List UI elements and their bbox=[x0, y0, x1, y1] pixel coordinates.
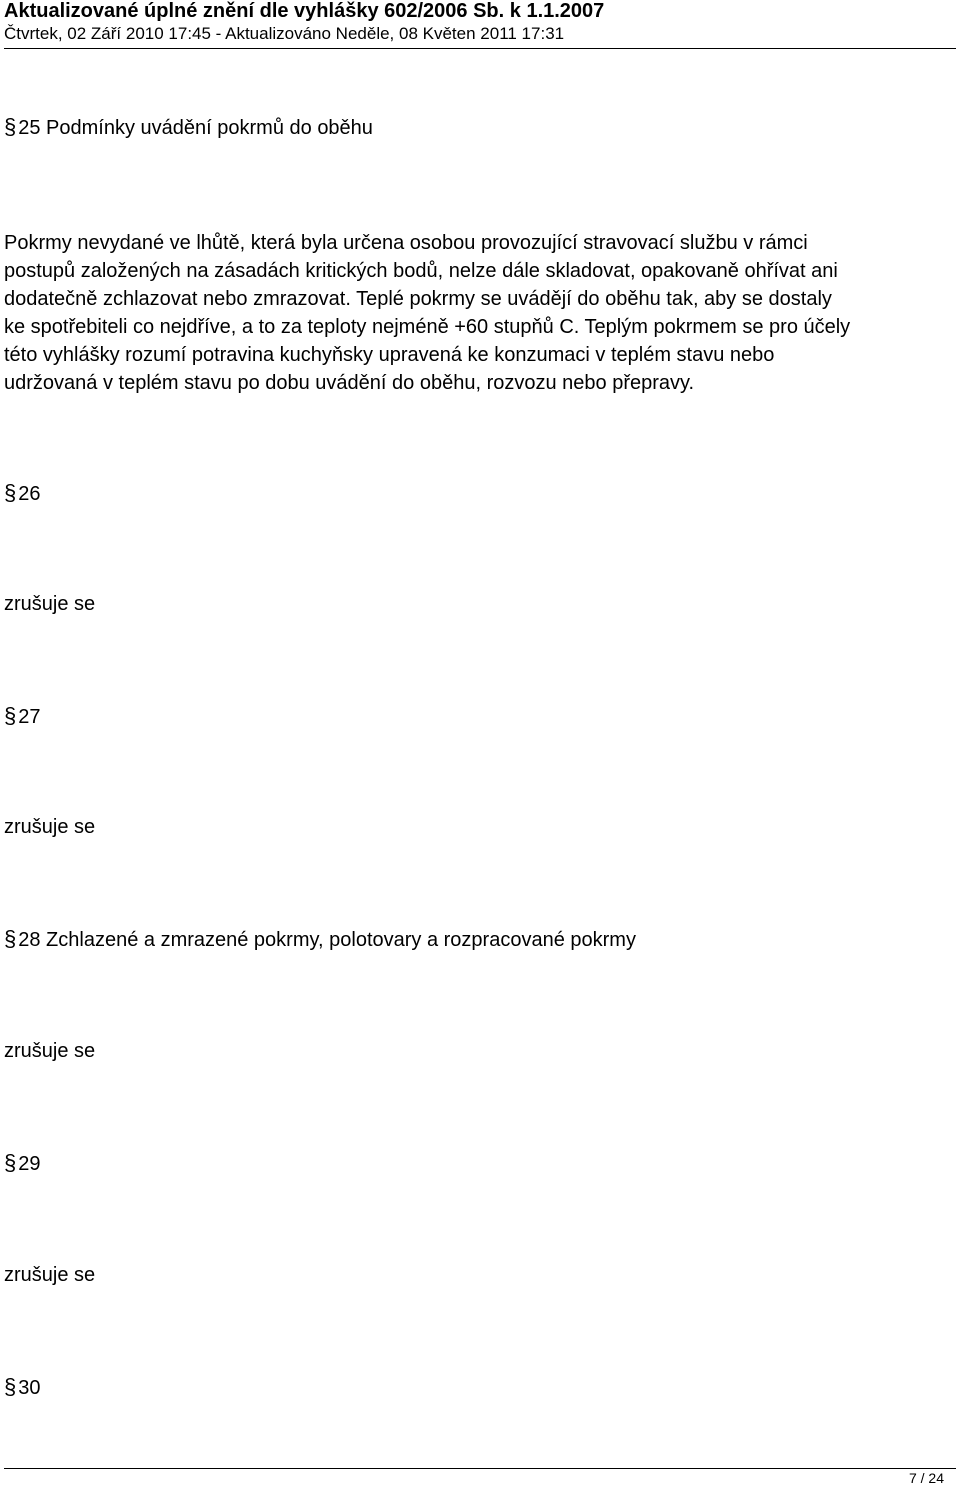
section-30-heading bbox=[4, 1375, 41, 1400]
section-30-number: 30 bbox=[18, 1377, 41, 1399]
section-25-title: 25 Podmínky uvádění pokrmů do oběhu bbox=[18, 117, 373, 139]
section-26-heading bbox=[4, 481, 41, 506]
paragraph-line: této vyhlášky rozumí potravina kuchyňsky upravená ke konzumaci v teplém stavu nebo bbox=[4, 344, 775, 366]
section-symbol: § bbox=[4, 1374, 17, 1399]
section-25-heading bbox=[4, 115, 373, 140]
section-27-text: zrušuje se bbox=[4, 816, 96, 838]
section-symbol: § bbox=[4, 703, 17, 728]
header-divider bbox=[4, 48, 956, 49]
paragraph-line: postupů založených na zásadách kritických bodů, nelze dále skladovat, opakovaně ohřívat ani bbox=[4, 260, 838, 282]
paragraph-line: udržovaná v teplém stavu po dobu uvádění do oběhu, rozvozu nebo přepravy. bbox=[4, 372, 695, 394]
section-28-text: zrušuje se bbox=[4, 1040, 96, 1062]
section-27-number: 27 bbox=[18, 706, 41, 728]
section-symbol: § bbox=[4, 926, 17, 951]
footer-divider bbox=[4, 1468, 956, 1469]
document-dates: Čtvrtek, 02 Září 2010 17:45 - Aktualizováno Neděle, 08 Květen 2011 17:31 bbox=[4, 24, 565, 43]
section-26-number: 26 bbox=[18, 483, 41, 505]
section-27-heading bbox=[4, 704, 41, 729]
section-symbol: § bbox=[4, 1150, 17, 1175]
section-28-title: 28 Zchlazené a zmrazené pokrmy, polotovary a rozpracované pokrmy bbox=[18, 929, 636, 951]
section-symbol: § bbox=[4, 114, 17, 139]
page-number: 7 / 24 bbox=[908, 1470, 944, 1486]
section-28-heading bbox=[4, 927, 636, 952]
section-symbol: § bbox=[4, 480, 17, 505]
section-29-heading bbox=[4, 1151, 41, 1176]
section-29-text: zrušuje se bbox=[4, 1264, 96, 1286]
paragraph-line: Pokrmy nevydané ve lhůtě, která byla určena osobou provozující stravovací službu v rámci bbox=[4, 232, 808, 254]
section-26-text: zrušuje se bbox=[4, 593, 96, 615]
paragraph-line: dodatečně zchlazovat nebo zmrazovat. Teplé pokrmy se uvádějí do oběhu tak, aby se dostaly bbox=[4, 288, 832, 310]
section-25-paragraph bbox=[4, 229, 956, 397]
document-header bbox=[4, 0, 956, 46]
section-29-number: 29 bbox=[18, 1153, 41, 1175]
document-title: Aktualizované úplné znění dle vyhlášky 602/2006 Sb. k 1.1.2007 bbox=[4, 0, 605, 22]
paragraph-line: ke spotřebiteli co nejdříve, a to za teploty nejméně +60 stupňů C. Teplým pokrmem se pro účely bbox=[4, 316, 851, 338]
